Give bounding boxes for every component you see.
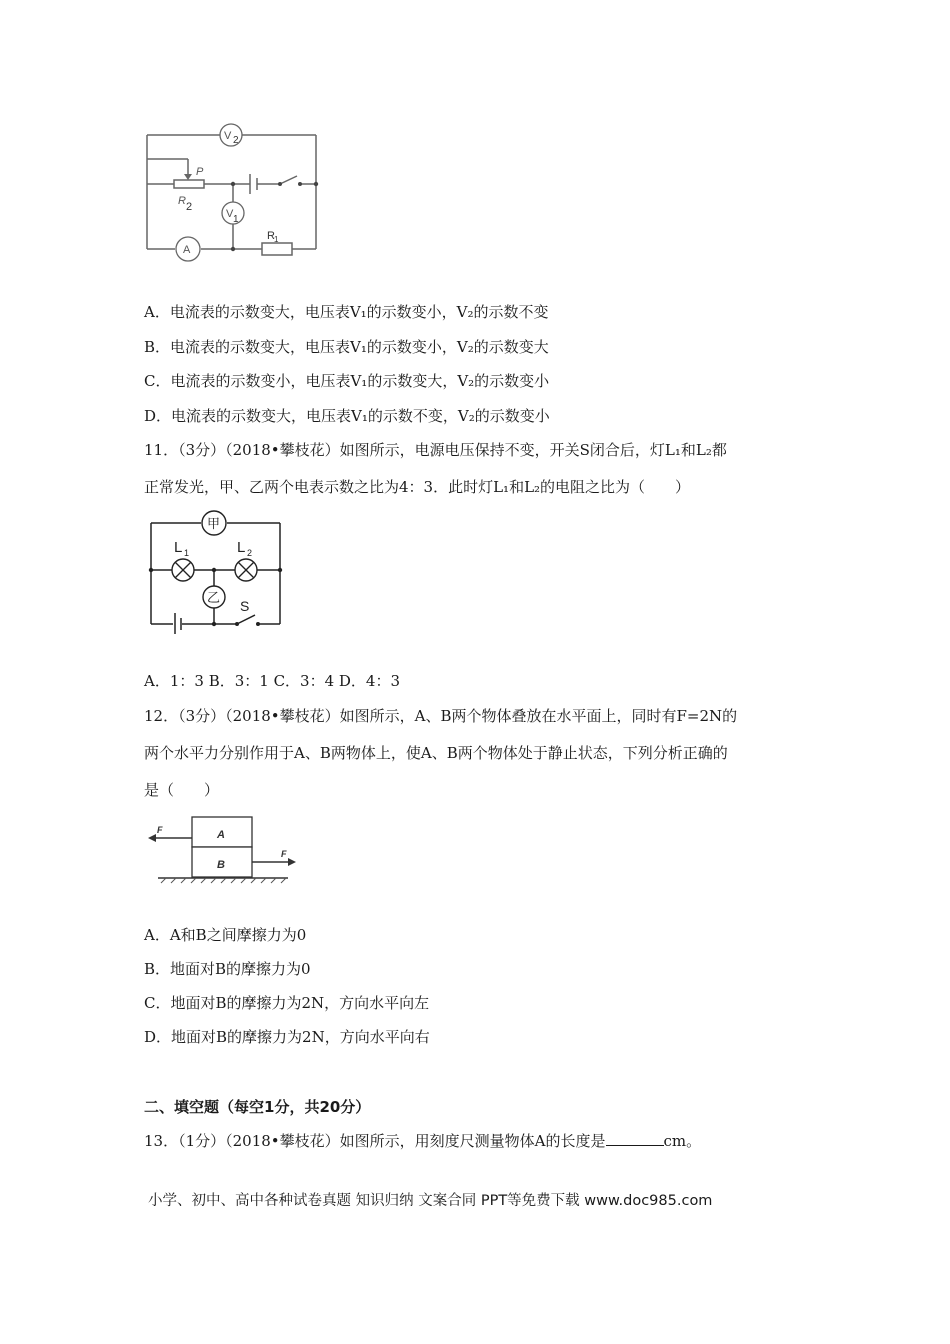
lamp-l2-sub: 2: [247, 548, 253, 558]
r2-sub: 2: [186, 201, 193, 213]
force-left-label: F: [157, 825, 163, 835]
force-right-label: F: [281, 849, 287, 859]
block-b-label: B: [217, 859, 225, 871]
force-left-arrow-icon: [148, 834, 156, 842]
force-right-arrow-icon: [288, 858, 296, 866]
ammeter-label: A: [183, 244, 191, 256]
slider-p-label: P: [196, 166, 204, 178]
q12-option-c: C．地面对B的摩擦力为2N，方向水平向左: [144, 994, 430, 1012]
lamp-l1-label: L: [174, 539, 183, 556]
q12-stem-line2: 两个水平力分别作用于A、B两物体上，使A、B两个物体处于静止状态，下列分析正确的: [144, 744, 728, 762]
q12-option-d: D．地面对B的摩擦力为2N，方向水平向右: [144, 1028, 430, 1046]
q10-option-b: B．电流表的示数变大，电压表V₁的示数变小，V₂的示数变大: [144, 338, 549, 356]
switch-s-label: S: [240, 598, 250, 614]
v1-label: V: [226, 208, 234, 220]
q11-stem-line2: 正常发光，甲、乙两个电表示数之比为4：3．此时灯L₁和L₂的电阻之比为（ ）: [144, 478, 691, 496]
lamp-l1-sub: 1: [184, 548, 190, 558]
q13-text-after: cm。: [663, 1132, 702, 1150]
q12-option-a: A．A和B之间摩擦力为0: [144, 926, 307, 944]
v2-label: V: [224, 130, 232, 142]
meter-jia-label: 甲: [207, 516, 221, 531]
r2-label: R: [178, 195, 186, 207]
q10-option-d: D．电流表的示数变大，电压表V₁的示数不变，V₂的示数变小: [144, 407, 550, 425]
page-footer: 小学、初中、高中各种试卷真题 知识归纳 文案合同 PPT等免费下载 www.doc985.com: [148, 1193, 713, 1209]
q12-stem-line3: 是（ ）: [144, 781, 220, 799]
q12-option-b: B．地面对B的摩擦力为0: [144, 960, 311, 978]
lamp-l2-label: L: [237, 539, 246, 556]
q10-circuit-figure: [140, 118, 325, 263]
q12-blocks-figure: [146, 812, 296, 884]
r1-sub: 1: [274, 235, 279, 244]
q12-stem-line1: 12．（3分）（2018•攀枝花）如图所示，A、B两个物体叠放在水平面上，同时有F=2N的: [144, 707, 738, 725]
q13-answer-blank: [606, 1131, 664, 1146]
v1-sub: 1: [233, 214, 239, 225]
q13-text-before: 13．（1分）（2018•攀枝花）如图所示，用刻度尺测量物体A的长度是: [144, 1132, 606, 1150]
meter-yi-label: 乙: [207, 590, 221, 605]
q11-stem-line1: 11．（3分）（2018•攀枝花）如图所示，电源电压保持不变，开关S闭合后，灯L₁和L₂都: [144, 441, 727, 459]
section-2-title: 二、填空题（每空1分，共20分）: [144, 1098, 371, 1116]
q10-option-c: C．电流表的示数变小，电压表V₁的示数变大，V₂的示数变小: [144, 372, 550, 390]
q11-circuit-figure: [144, 508, 289, 635]
q10-option-a: A．电流表的示数变大，电压表V₁的示数变小，V₂的示数不变: [144, 303, 549, 321]
q13-stem: [144, 1131, 701, 1151]
block-a-label: A: [217, 829, 225, 841]
r1-label: R: [267, 230, 275, 242]
q11-options: A．1：3 B．3：1 C．3：4 D．4：3: [144, 672, 401, 690]
v2-sub: 2: [233, 135, 239, 146]
